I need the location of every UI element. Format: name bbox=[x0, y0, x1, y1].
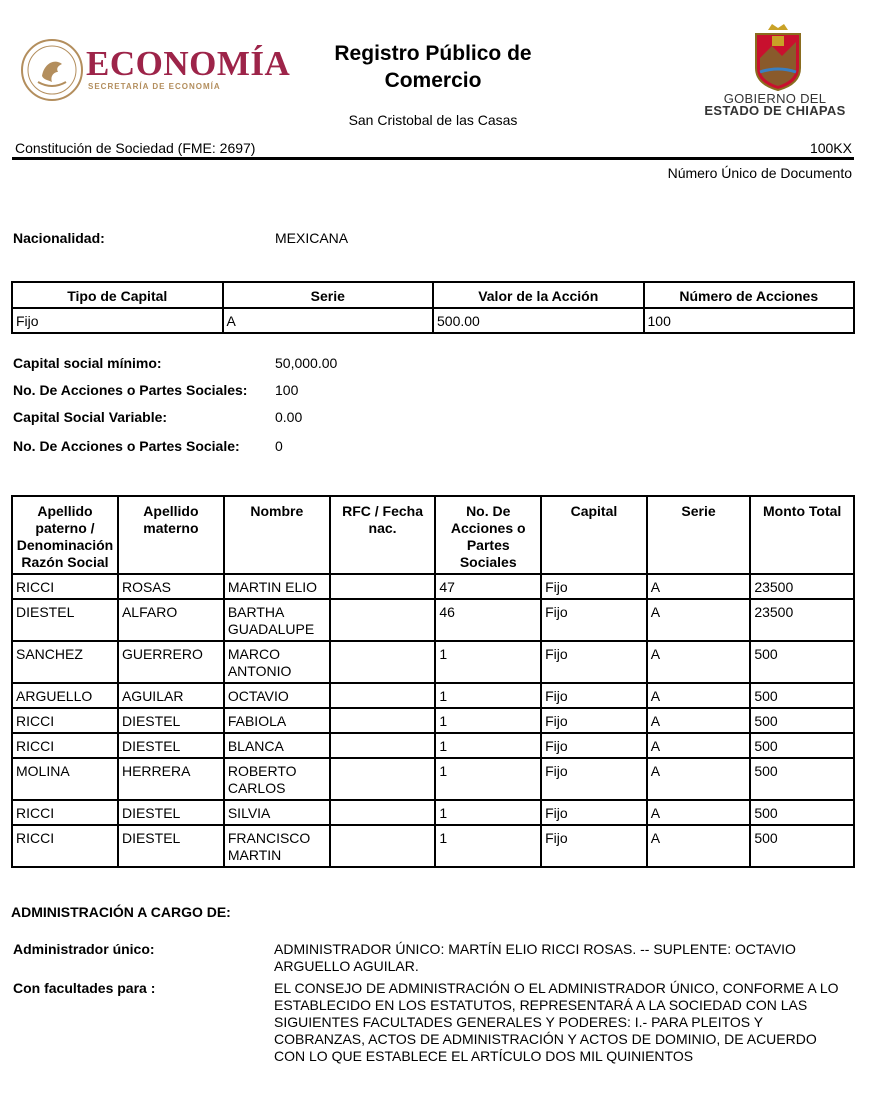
table-cell: RICCI bbox=[12, 825, 118, 867]
table-cell bbox=[330, 599, 436, 641]
table-cell: MARTIN ELIO bbox=[224, 574, 330, 599]
table-cell: BLANCA bbox=[224, 733, 330, 758]
table-cell bbox=[330, 825, 436, 867]
chiapas-line-2: ESTADO DE CHIAPAS bbox=[704, 103, 846, 118]
table-row bbox=[12, 708, 854, 733]
table-cell: Fijo bbox=[541, 708, 647, 733]
shareholders-header-2: Nombre bbox=[224, 496, 330, 574]
header-divider bbox=[12, 157, 854, 160]
powers-value: EL CONSEJO DE ADMINISTRACIÓN O EL ADMINISTRADOR ÚNICO, CONFORME A LO ESTABLECIDO EN LOS ESTATUTOS, REPRESENTARÁ A LA SOCIEDAD CON LAS SIGUIENTES FACULTADES GENERALES Y PODERES: I.- PARA PLEITOS Y COBRANZAS, ACTOS DE ADMINISTRACIÓN Y ACTOS DE DOMINIO, DE ACUERDO CON LO QUE ESTABLECE EL ARTÍCULO DOS MIL QUINIENTOS bbox=[274, 980, 839, 1064]
table-cell: BARTHA GUADALUPE bbox=[224, 599, 330, 641]
table-row bbox=[12, 641, 854, 683]
table-cell: 500 bbox=[750, 825, 854, 867]
table-cell: 1 bbox=[435, 708, 541, 733]
administration-title: ADMINISTRACIÓN A CARGO DE: bbox=[11, 904, 231, 920]
table-cell: SANCHEZ bbox=[12, 641, 118, 683]
capital-min-label: Capital social mínimo: bbox=[13, 355, 162, 371]
table-cell bbox=[330, 733, 436, 758]
table-cell: ALFARO bbox=[118, 599, 224, 641]
table-cell: RICCI bbox=[12, 708, 118, 733]
document-number-label: Número Único de Documento bbox=[667, 165, 852, 181]
table-cell: AGUILAR bbox=[118, 683, 224, 708]
table-cell: 47 bbox=[435, 574, 541, 599]
table-cell: 23500 bbox=[750, 599, 854, 641]
table-cell: MARCO ANTONIO bbox=[224, 641, 330, 683]
table-cell: A bbox=[647, 758, 751, 800]
table-cell: DIESTEL bbox=[118, 800, 224, 825]
capital-variable-label: Capital Social Variable: bbox=[13, 409, 168, 425]
table-row bbox=[12, 599, 854, 641]
table-cell: 1 bbox=[435, 825, 541, 867]
table-cell: DIESTEL bbox=[118, 733, 224, 758]
mexico-seal-icon bbox=[20, 38, 84, 102]
capital-variable-value: 0.00 bbox=[275, 409, 303, 425]
table-cell: Fijo bbox=[541, 733, 647, 758]
economia-logo bbox=[20, 38, 291, 102]
table-cell: ROSAS bbox=[118, 574, 224, 599]
table-cell: 500 bbox=[750, 683, 854, 708]
table-cell: A bbox=[647, 641, 751, 683]
table-cell: ROBERTO CARLOS bbox=[224, 758, 330, 800]
admin-value: ADMINISTRADOR ÚNICO: MARTÍN ELIO RICCI ROSAS. -- SUPLENTE: OCTAVIO ARGUELLO AGUILAR. bbox=[274, 941, 796, 974]
table-cell: RICCI bbox=[12, 574, 118, 599]
table-cell: A bbox=[647, 733, 751, 758]
table-cell: 500 bbox=[750, 733, 854, 758]
capital-cell-numero: 100 bbox=[644, 308, 855, 333]
table-row bbox=[12, 574, 854, 599]
shareholders-header-3: RFC / Fecha nac. bbox=[330, 496, 436, 574]
table-cell: 23500 bbox=[750, 574, 854, 599]
acciones-label: No. De Acciones o Partes Sociales: bbox=[13, 382, 248, 398]
acciones-variable-value: 0 bbox=[275, 438, 283, 454]
document-code: 100KX bbox=[809, 140, 852, 156]
table-cell: 500 bbox=[750, 641, 854, 683]
table-row bbox=[12, 733, 854, 758]
table-cell: DIESTEL bbox=[12, 599, 118, 641]
table-cell bbox=[330, 708, 436, 733]
table-cell bbox=[330, 641, 436, 683]
shareholders-header-5: Capital bbox=[541, 496, 647, 574]
table-cell: Fijo bbox=[541, 599, 647, 641]
capital-min-value: 50,000.00 bbox=[275, 355, 338, 371]
shareholders-header-4: No. De Acciones o Partes Sociales bbox=[435, 496, 541, 574]
capital-header-numero: Número de Acciones bbox=[644, 282, 855, 308]
capital-cell-valor: 500.00 bbox=[433, 308, 644, 333]
table-cell: A bbox=[647, 683, 751, 708]
capital-table bbox=[11, 281, 855, 334]
chiapas-logo bbox=[700, 22, 850, 122]
table-cell bbox=[330, 800, 436, 825]
table-cell: Fijo bbox=[541, 758, 647, 800]
table-cell: 1 bbox=[435, 683, 541, 708]
table-cell: GUERRERO bbox=[118, 641, 224, 683]
capital-cell-tipo: Fijo bbox=[12, 308, 223, 333]
capital-cell-serie: A bbox=[223, 308, 434, 333]
economia-subtitle: SECRETARÍA DE ECONOMÍA bbox=[88, 82, 221, 91]
shareholders-header-0: Apellido paterno / Denominación Razón Social bbox=[12, 496, 118, 574]
document-header bbox=[0, 0, 878, 140]
table-cell: 1 bbox=[435, 733, 541, 758]
capital-header-serie: Serie bbox=[223, 282, 434, 308]
table-cell: ARGUELLO bbox=[12, 683, 118, 708]
table-cell: FABIOLA bbox=[224, 708, 330, 733]
acciones-value: 100 bbox=[275, 382, 299, 398]
table-cell: A bbox=[647, 708, 751, 733]
nationality-label: Nacionalidad: bbox=[13, 230, 105, 246]
acciones-variable-label: No. De Acciones o Partes Sociale: bbox=[13, 438, 240, 454]
capital-header-valor: Valor de la Acción bbox=[433, 282, 644, 308]
table-row bbox=[12, 683, 854, 708]
table-cell: 1 bbox=[435, 758, 541, 800]
table-cell: A bbox=[647, 574, 751, 599]
table-cell: RICCI bbox=[12, 800, 118, 825]
table-cell: 500 bbox=[750, 758, 854, 800]
admin-label: Administrador único: bbox=[13, 941, 155, 957]
table-cell bbox=[330, 683, 436, 708]
shareholders-header-6: Serie bbox=[647, 496, 751, 574]
table-cell: DIESTEL bbox=[118, 825, 224, 867]
table-cell bbox=[330, 758, 436, 800]
table-cell: A bbox=[647, 825, 751, 867]
table-cell: MOLINA bbox=[12, 758, 118, 800]
table-cell: HERRERA bbox=[118, 758, 224, 800]
table-cell: A bbox=[647, 599, 751, 641]
chiapas-shield-icon bbox=[752, 22, 804, 92]
table-row bbox=[12, 800, 854, 825]
table-cell: 1 bbox=[435, 800, 541, 825]
table-cell: FRANCISCO MARTIN bbox=[224, 825, 330, 867]
shareholders-header-1: Apellido materno bbox=[118, 496, 224, 574]
economia-wordmark: ECONOMÍA bbox=[86, 44, 291, 83]
capital-header-tipo: Tipo de Capital bbox=[12, 282, 223, 308]
powers-label: Con facultades para : bbox=[13, 980, 156, 996]
table-cell: SILVIA bbox=[224, 800, 330, 825]
table-cell: 500 bbox=[750, 708, 854, 733]
table-row bbox=[12, 825, 854, 867]
table-cell: Fijo bbox=[541, 641, 647, 683]
act-type: Constitución de Sociedad (FME: 2697) bbox=[15, 140, 256, 156]
table-cell: OCTAVIO bbox=[224, 683, 330, 708]
table-cell: 46 bbox=[435, 599, 541, 641]
page-title: Registro Público de Comercio bbox=[334, 42, 532, 92]
shareholders-header-7: Monto Total bbox=[750, 496, 854, 574]
table-cell: DIESTEL bbox=[118, 708, 224, 733]
capital-row bbox=[12, 308, 854, 333]
table-cell: Fijo bbox=[541, 800, 647, 825]
table-cell: 1 bbox=[435, 641, 541, 683]
table-cell: A bbox=[647, 800, 751, 825]
table-cell bbox=[330, 574, 436, 599]
table-cell: RICCI bbox=[12, 733, 118, 758]
nationality-value: MEXICANA bbox=[275, 230, 349, 246]
table-cell: Fijo bbox=[541, 574, 647, 599]
chiapas-line-1: GOBIERNO DEL bbox=[723, 91, 827, 106]
table-cell: Fijo bbox=[541, 683, 647, 708]
city-name: San Cristobal de las Casas bbox=[348, 112, 518, 128]
table-row bbox=[12, 758, 854, 800]
shareholders-table bbox=[11, 495, 855, 868]
table-cell: 500 bbox=[750, 800, 854, 825]
table-cell: Fijo bbox=[541, 825, 647, 867]
